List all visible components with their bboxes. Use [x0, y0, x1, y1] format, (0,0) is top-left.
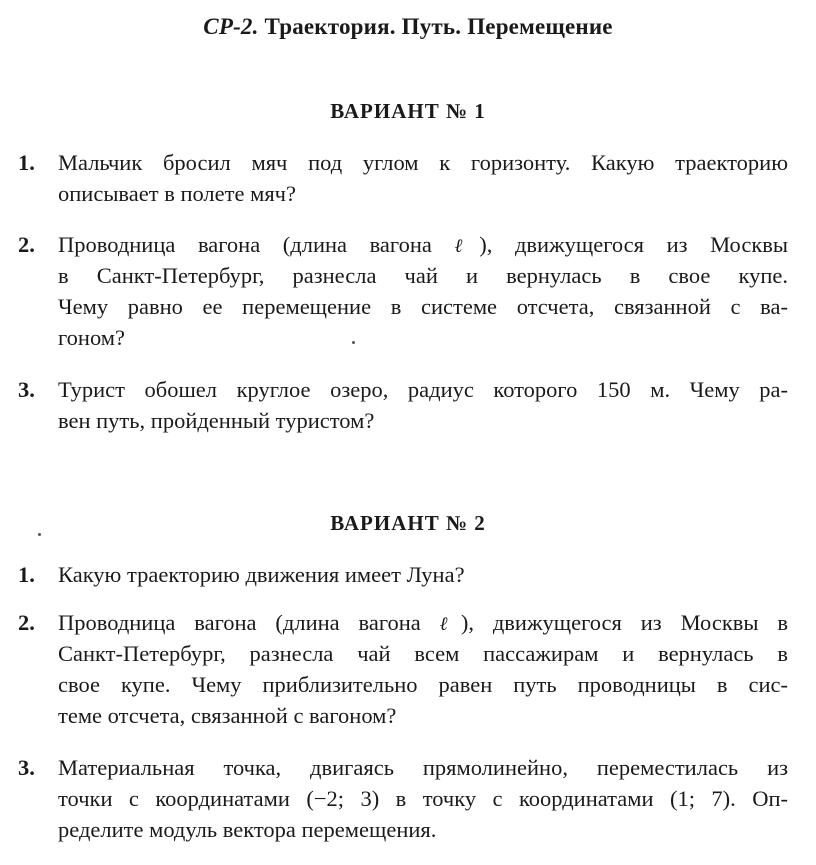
- line-part: Проводница вагона (длина вагона: [58, 610, 421, 635]
- v1-question-2: [18, 229, 788, 353]
- question-number: 2.: [18, 610, 35, 635]
- line-part: ), движущегося из Москвы: [479, 232, 789, 257]
- work-title: Траектория. Путь. Перемещение: [264, 14, 613, 39]
- v1-question-1: [18, 147, 788, 209]
- ell-symbol: ℓ: [439, 613, 461, 635]
- question-line: точки с координатами (−2; 3) в точку с координатами (1; 7). Оп-: [58, 786, 788, 811]
- question-line: свое купе. Чему приблизительно равен путь проводницы в сис-: [58, 672, 788, 697]
- question-line: Какую траекторию движения имеет Луна?: [58, 562, 465, 587]
- v1-question-3: [18, 374, 788, 436]
- question-line: [58, 607, 788, 638]
- v2-question-1: [18, 559, 788, 590]
- question-line: Чему равно ее перемещение в системе отсчета, связанной с ва-: [58, 294, 788, 319]
- question-number: 3.: [18, 377, 35, 402]
- question-number: 1.: [18, 562, 35, 587]
- ell-symbol: ℓ: [454, 235, 480, 257]
- variant-2-heading: ВАРИАНТ № 2: [330, 511, 486, 535]
- question-line: Турист обошел круглое озеро, радиус которого 150 м. Чему ра-: [58, 377, 788, 402]
- question-line: Материальная точка, двигаясь прямолинейно, переместилась из: [58, 755, 788, 780]
- question-number: 1.: [18, 150, 35, 175]
- scan-speck: [38, 533, 41, 536]
- question-number: 2.: [18, 232, 35, 257]
- question-line: гоном?: [58, 325, 126, 350]
- line-part: Проводница вагона (длина вагона: [58, 232, 432, 257]
- question-line: описывает в полете мяч?: [58, 181, 296, 206]
- work-code: СР-2.: [203, 14, 259, 39]
- v2-question-2: [18, 607, 788, 731]
- question-number: 3.: [18, 755, 35, 780]
- question-line: Санкт-Петербург, разнесла чай всем пассажирам и вернулась в: [58, 641, 788, 666]
- page-title: [0, 14, 816, 40]
- line-part: ), движущегося из Москвы в: [460, 610, 788, 635]
- variant-1-heading: ВАРИАНТ № 1: [330, 99, 486, 123]
- v2-question-3: [18, 752, 788, 845]
- question-line: [58, 229, 788, 260]
- question-line: теме отсчета, связанной с вагоном?: [58, 703, 397, 728]
- question-line: Мальчик бросил мяч под углом к горизонту. Какую траекторию: [58, 150, 788, 175]
- question-line: ределите модуль вектора перемещения.: [58, 817, 437, 842]
- scan-speck: [352, 341, 355, 344]
- question-line: вен путь, пройденный туристом?: [58, 408, 375, 433]
- question-line: в Санкт-Петербург, разнесла чай и вернулась в свое купе.: [58, 263, 788, 288]
